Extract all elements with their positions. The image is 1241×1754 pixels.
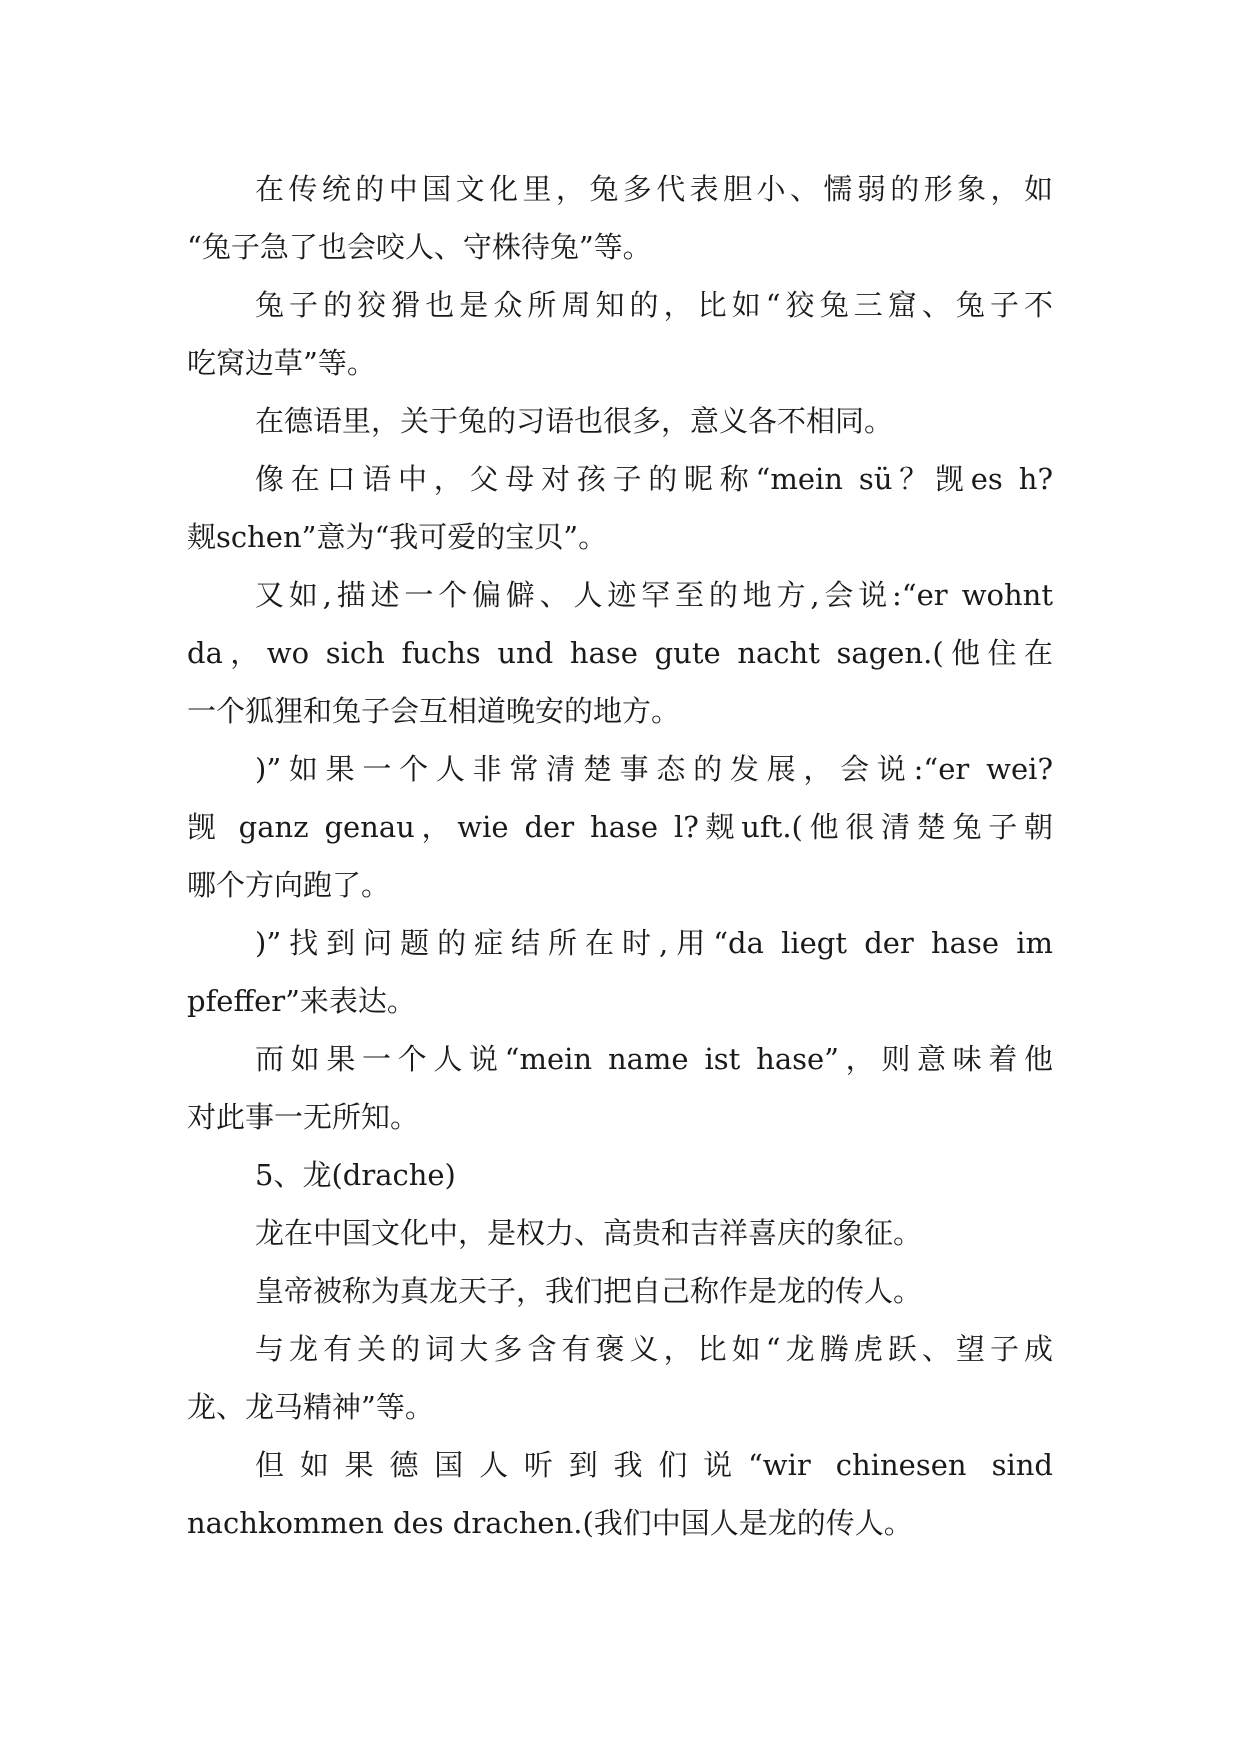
- text-line: 对此事一无所知。: [187, 1100, 420, 1134]
- text-line: 皇帝被称为真龙天子，我们把自己称作是龙的传人。: [255, 1274, 923, 1308]
- text-line: 龙在中国文化中，是权力、高贵和吉祥喜庆的象征。: [255, 1216, 923, 1250]
- text-line: 在德语里，关于兔的习语也很多，意义各不相同。: [255, 404, 894, 438]
- section-heading: 5、龙(drache): [255, 1158, 456, 1192]
- body-text: [187, 160, 1053, 1552]
- text-line: 与龙有关的词大多含有褒义，比如“龙腾虎跃、望子成: [255, 1332, 1053, 1366]
- text-line: pfeffer”来表达。: [187, 984, 416, 1018]
- text-line: )”如果一个人非常清楚事态的发展，会说:“er wei?: [255, 752, 1053, 786]
- text-line: 龙、龙马精神”等。: [187, 1390, 434, 1424]
- text-line: 在传统的中国文化里，兔多代表胆小、懦弱的形象，如: [255, 172, 1053, 206]
- text-line: 觌schen”意为“我可爱的宝贝”。: [187, 520, 608, 554]
- text-line: da，wo sich fuchs und hase gute nacht sagen.(他住在: [187, 636, 1053, 670]
- text-line: 一个狐狸和兔子会互相道晚安的地方。: [187, 694, 681, 728]
- text-line: 兔子的狡猾也是众所周知的，比如“狡兔三窟、兔子不: [255, 288, 1053, 322]
- text-line: 吃窝边草”等。: [187, 346, 376, 380]
- text-line: )”找到问题的症结所在时,用“da liegt der hase im: [255, 926, 1053, 960]
- text-line: “兔子急了也会咬人、守株待兔”等。: [187, 230, 652, 264]
- text-line: 而如果一个人说“mein name ist hase”，则意味着他: [255, 1042, 1053, 1076]
- text-line: nachkommen des drachen.(我们中国人是龙的传人。: [187, 1506, 913, 1540]
- text-line: 像在口语中，父母对孩子的昵称“mein sü？觊es h?: [255, 462, 1053, 496]
- text-line: 觊 ganz genau，wie der hase l?觌uft.(他很清楚兔子朝: [187, 810, 1053, 844]
- text-line: 又如,描述一个偏僻、人迹罕至的地方,会说:“er wohnt: [255, 578, 1053, 612]
- text-line: 哪个方向跑了。: [187, 868, 391, 902]
- text-line: 但如果德国人听到我们说“wir chinesen sind: [255, 1448, 1053, 1482]
